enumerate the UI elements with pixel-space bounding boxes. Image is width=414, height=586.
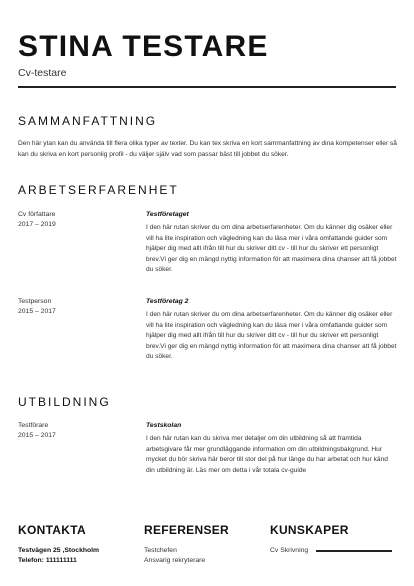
skill-level-bar: [316, 550, 392, 552]
experience-company: Testföretaget: [146, 211, 189, 218]
experience-description: I den här rutan skriver du om dina arbetserfarenheter. Om du känner dig osäker eller vill ha lite inspiration och vägledning kan du läsa mer i våra omfattande guider som hjälper dig med allt ifrån till hur du skriver ditt cv - till hur du skriver ett personligt brev.Vi ger dig en mängd nyttig information för att maximera dina chanser att få jobbet du söker.: [146, 224, 397, 273]
applicant-name: STINA TESTARE: [18, 30, 269, 63]
experience-period: 2017 – 2019: [18, 220, 56, 228]
skill-name: Cv Skrivning: [270, 547, 309, 554]
experience-period: 2015 – 2017: [18, 307, 56, 315]
education-description: I den här rutan kan du skriva mer detaljer om din utbildning så att framtida arbetsgivare får mer grundläggande information om din utbildningsbakgrund. Hur mycket du bör skriva här beror till stor del på hur länge du har arbetat och hur känd din utbildning är. Läs mer om detta i vår totala cv-guide: [146, 435, 388, 474]
reference-detail: Ansvarig rekryterare: [144, 557, 206, 564]
education-period: 2015 – 2017: [18, 431, 56, 439]
references-heading: REFERENSER: [144, 523, 230, 537]
applicant-role: Cv-testare: [18, 67, 67, 79]
education-heading: UTBILDNING: [18, 395, 111, 409]
experience-details: [146, 297, 398, 363]
education-details: [146, 421, 398, 476]
education-school: Testskolan: [146, 422, 182, 429]
summary-text: Den här ytan kan du använda till flera olika typer av texter. Du kan tex skriva en kort sammanfattning av dina kompetenser eller så kan du skriva en kort personlig profil - du väljer själv vad som passar bäst till jobbet du söker.: [18, 140, 397, 158]
education-role: Testförare: [18, 422, 49, 429]
contact-section: [18, 523, 99, 566]
experience-heading: ARBETSERFARENHET: [18, 183, 179, 197]
contact-address: Testvägen 25 ,Stockholm: [18, 547, 100, 554]
summary-heading: SAMMANFATTNING: [18, 114, 158, 128]
experience-description: I den här rutan skriver du om dina arbetserfarenheter. Om du känner dig osäker eller vill ha lite inspiration och vägledning kan du läsa mer i våra omfattande guider som hjälper dig med allt ifrån till hur du skriver ditt cv - till hur du skriver ett personligt brev.Vi ger dig en mängd nyttig information för att maximera dina chanser att få jobbet du söker.: [146, 311, 397, 360]
experience-role: Cv författare: [18, 211, 56, 218]
experience-role: Testperson: [18, 298, 52, 305]
contact-heading: KONTAKTA: [18, 523, 86, 537]
skills-section: [270, 523, 392, 556]
contact-phone: Telefon: 111111111: [18, 557, 77, 564]
reference-name: Testchefen: [144, 547, 177, 554]
experience-meta: [18, 297, 138, 316]
experience-company: Testföretag 2: [146, 298, 189, 305]
skill-item: [270, 546, 392, 556]
experience-meta: [18, 210, 138, 229]
education-meta: [18, 421, 138, 440]
experience-details: [146, 210, 398, 276]
references-section: [144, 523, 229, 566]
skills-heading: KUNSKAPER: [270, 523, 349, 537]
header-divider: [18, 86, 396, 88]
